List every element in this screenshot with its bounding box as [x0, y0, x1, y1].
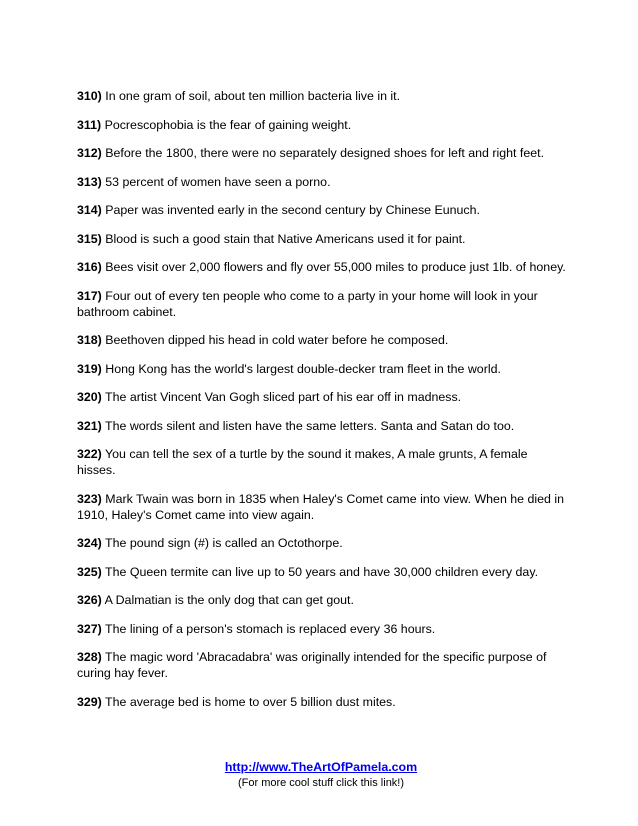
fact-item — [77, 535, 567, 551]
fact-number: 311) — [77, 117, 102, 132]
fact-number: 327) — [77, 621, 102, 636]
fact-text: The pound sign (#) is called an Octothorpe. — [105, 536, 343, 550]
fact-item — [77, 621, 567, 637]
fact-number: 322) — [77, 447, 102, 461]
fact-item — [77, 491, 567, 523]
fact-text: Mark Twain was born in 1835 when Haley's Comet came into view. When he died in 1910, Haley's Comet came into view again. — [77, 491, 565, 522]
fact-text: You can tell the sex of a turtle by the sound it makes, A male grunts, A female hisses. — [77, 447, 528, 477]
fact-number: 325) — [77, 564, 102, 579]
fact-item — [77, 117, 567, 133]
facts-list — [77, 88, 567, 722]
fact-text: A Dalmatian is the only dog that can get gout. — [104, 593, 354, 607]
fact-text: Beethoven dipped his head in cold water before he composed. — [105, 333, 449, 347]
fact-text: Bees visit over 2,000 flowers and fly over 55,000 miles to produce just 1lb. of honey. — [105, 260, 566, 274]
fact-number: 313) — [77, 174, 102, 189]
fact-number: 314) — [77, 203, 102, 217]
fact-item — [77, 592, 567, 608]
fact-item — [77, 145, 567, 161]
fact-text: Paper was invented early in the second century by Chinese Eunuch. — [105, 203, 480, 217]
fact-text: Pocrescophobia is the fear of gaining weight. — [104, 117, 352, 132]
fact-item — [77, 174, 567, 190]
fact-number: 316) — [77, 260, 102, 274]
fact-item — [77, 361, 567, 377]
fact-text: The magic word 'Abracadabra' was originally intended for the specific purpose of curing hay fever. — [77, 650, 547, 680]
fact-number: 324) — [77, 536, 102, 550]
fact-number: 319) — [77, 361, 102, 376]
fact-item — [77, 259, 567, 275]
fact-item — [77, 649, 567, 681]
fact-item — [77, 446, 567, 478]
website-link[interactable]: http://www.TheArtOfPamela.com — [224, 760, 418, 774]
fact-number: 317) — [77, 288, 102, 303]
fact-text: Hong Kong has the world's largest double-decker tram fleet in the world. — [105, 361, 501, 376]
fact-text: Before the 1800, there were no separately designed shoes for left and right feet. — [105, 146, 545, 160]
fact-text: 53 percent of women have seen a porno. — [105, 174, 331, 189]
fact-item — [77, 332, 567, 348]
fact-text: The words silent and listen have the same letters. Santa and Satan do too. — [105, 418, 515, 433]
fact-item — [77, 231, 567, 247]
fact-item — [77, 202, 567, 218]
fact-text: The Queen termite can live up to 50 years and have 30,000 children every day. — [105, 564, 539, 579]
fact-item — [77, 694, 567, 710]
fact-item — [77, 288, 567, 320]
fact-text: The average bed is home to over 5 billion dust mites. — [105, 694, 396, 709]
footer-note: (For more cool stuff click this link!) — [237, 777, 405, 789]
fact-item — [77, 564, 567, 580]
fact-text: In one gram of soil, about ten million bacteria live in it. — [105, 89, 401, 103]
fact-item — [77, 418, 567, 434]
fact-text: Four out of every ten people who come to a party in your home will look in your bathroom cabinet. — [77, 288, 538, 319]
fact-number: 318) — [77, 333, 102, 347]
fact-text: The artist Vincent Van Gogh sliced part of his ear off in madness. — [105, 390, 462, 404]
page-footer — [0, 759, 638, 791]
fact-number: 312) — [77, 146, 102, 160]
fact-number: 310) — [77, 89, 102, 103]
fact-number: 320) — [77, 390, 102, 404]
fact-number: 323) — [77, 491, 102, 506]
fact-number: 326) — [77, 593, 102, 607]
fact-number: 329) — [77, 694, 102, 709]
fact-item — [77, 389, 567, 405]
fact-text: The lining of a person's stomach is replaced every 36 hours. — [105, 621, 436, 636]
fact-number: 315) — [77, 231, 102, 246]
fact-item — [77, 88, 567, 104]
fact-text: Blood is such a good stain that Native Americans used it for paint. — [105, 231, 466, 246]
fact-number: 328) — [77, 650, 102, 664]
fact-number: 321) — [77, 418, 102, 433]
